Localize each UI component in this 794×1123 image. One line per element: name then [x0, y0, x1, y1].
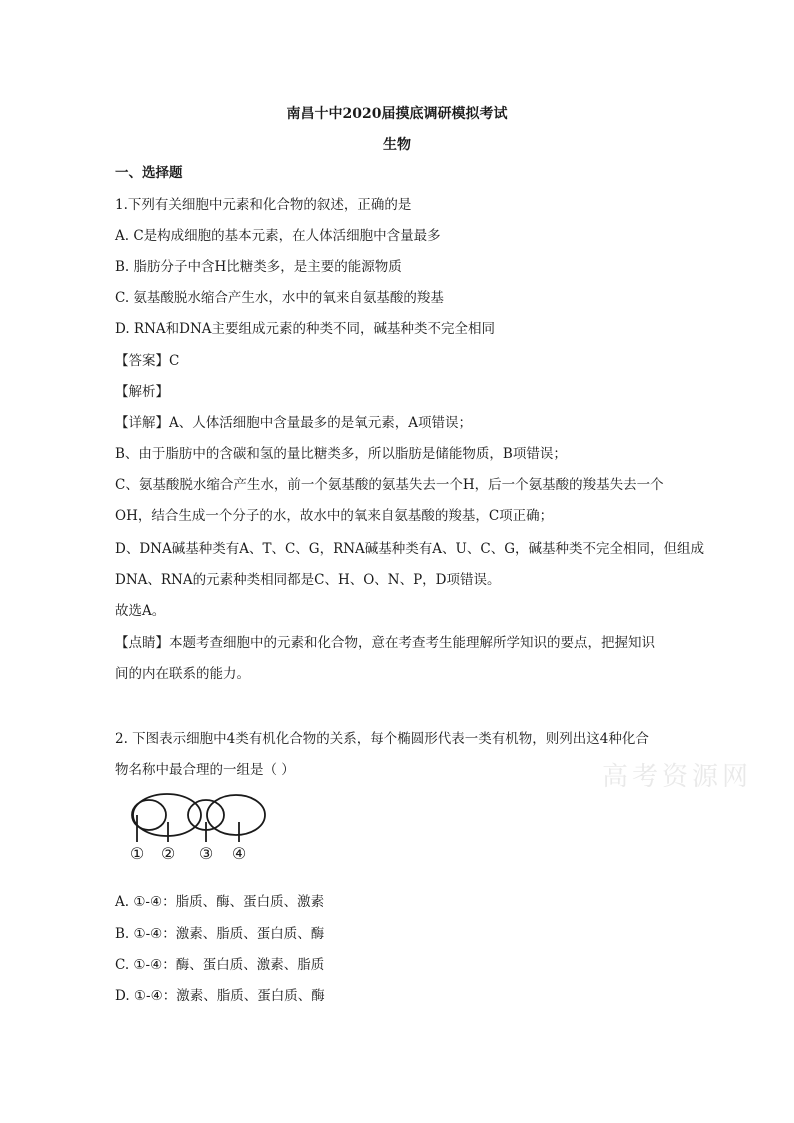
q1-option-d: D. RNA和DNA主要组成元素的种类不同，碱基种类不完全相同 — [115, 321, 496, 337]
q1-option-a: A. C是构成细胞的基本元素，在人体活细胞中含量最多 — [115, 228, 441, 244]
diagram-label-2: ② — [160, 844, 176, 863]
question-2-stem-line: 2. 下图表示细胞中4类有机化合物的关系，每个椭圆形代表一类有机物，则列出这4种化合 — [115, 731, 649, 747]
ellipse-3 — [188, 800, 224, 830]
diagram-label-4: ④ — [231, 844, 247, 863]
q1-option-b: B. 脂肪分子中含H比糖类多，是主要的能源物质 — [115, 259, 402, 275]
q1-analysis-line: B、由于脂肪中的含碳和氢的量比糖类多，所以脂肪是储能物质，B项错误； — [115, 446, 567, 462]
watermark: 高考资源网 — [602, 762, 753, 792]
q1-analysis-line: C、氨基酸脱水缩合产生水，前一个氨基酸的氨基失去一个H，后一个氨基酸的羧基失去一个 — [115, 477, 664, 493]
q1-conclusion: 故选A。 — [115, 603, 166, 619]
q1-comment-line: 【点睛】本题考查细胞中的元素和化合物，意在考查考生能理解所学知识的要点，把握知识 — [115, 635, 655, 651]
q2-option-c: C. ①-④：酶、蛋白质、激素、脂质 — [115, 957, 325, 973]
question-1-stem: 1.下列有关细胞中元素和化合物的叙述，正确的是 — [115, 197, 412, 213]
ellipse-1 — [132, 800, 166, 830]
diagram-label-3: ③ — [198, 844, 214, 863]
q1-answer: 【答案】C — [115, 353, 180, 369]
q2-option-a: A. ①-④：脂质、酶、蛋白质、激素 — [115, 894, 325, 910]
q1-analysis-line: D、DNA碱基种类有A、T、C、G，RNA碱基种类有A、U、C、G，碱基种类不完全相同，但组成 — [115, 541, 705, 557]
ellipse-4 — [207, 795, 265, 835]
q1-analysis-line: 【详解】A、人体活细胞中含量最多的是氧元素，A项错误； — [115, 415, 472, 431]
diagram-label-1: ① — [129, 844, 145, 863]
q2-option-d: D. ①-④：激素、脂质、蛋白质、酶 — [115, 988, 325, 1004]
q2-option-b: B. ①-④：激素、脂质、蛋白质、酶 — [115, 926, 325, 942]
q1-analysis-line: DNA、RNA的元素种类相同都是C、H、O、N、P，D项错误。 — [115, 572, 501, 588]
section-heading: 一、选择题 — [115, 165, 183, 181]
page-subtitle: 生物 — [383, 137, 411, 153]
q1-comment-line: 间的内在联系的能力。 — [115, 666, 250, 682]
q1-option-c: C. 氨基酸脱水缩合产生水，水中的氧来自氨基酸的羧基 — [115, 290, 444, 306]
q1-analysis-line: OH，结合生成一个分子的水，故水中的氧来自氨基酸的羧基，C项正确； — [115, 508, 554, 524]
q1-analysis-label: 【解析】 — [115, 384, 169, 400]
question-2-stem-line: 物名称中最合理的一组是（ ） — [115, 762, 295, 778]
page-title: 南昌十中2020届摸底调研模拟考试 — [286, 106, 508, 122]
ellipse-2 — [133, 794, 201, 836]
